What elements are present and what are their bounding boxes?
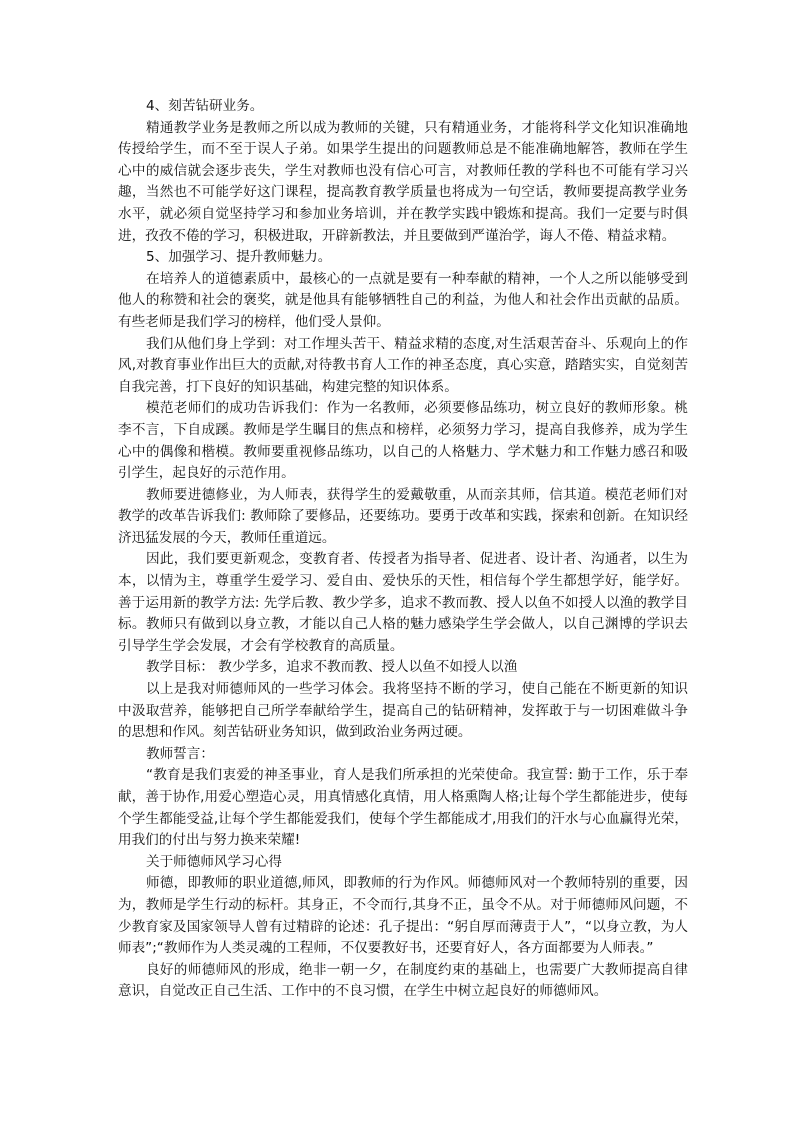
paragraph-learned-from: 我们从他们身上学到：对工作埋头苦干、精益求精的态度,对生活艰苦奋斗、乐观向上的作风,对教育事业作出巨大的贡献,对待教书育人工作的神圣态度，真心实意，踏踏实实，自觉刻苦自我完善，打下良好的知识基础，构建完整的知识体系。 (118, 335, 688, 395)
section-heading-4: 4、刻苦钻研业务。 (146, 98, 264, 114)
paragraph-conclusion: 良好的师德师风的形成，绝非一朝一夕，在制度约束的基础上，也需要广大教师提高自律意识，自觉改正自己生活、工作中的不良习惯，在学生中树立起良好的师德师风。 (118, 961, 688, 1000)
paragraph-model-teachers: 模范老师们的成功告诉我们：作为一名教师，必须要修品练功，树立良好的教师形象。桃李不言，下自成蹊。教师是学生瞩目的焦点和榜样，必须努力学习，提高自我修养，成为学生心中的偶像和楷模。教师要重视修品练功，以自己的人格魅力、学术魅力和工作魅力感召和吸引学生，起良好的示范作用。 (118, 400, 688, 482)
oath-heading: 教师誓言： (146, 745, 214, 762)
paragraph-ethics-definition: 师德，即教师的职业道德,师风，即教师的行为作风。师德师风对一个教师特别的重要，因为，教师是学生行动的标杆。其身正，不令而行,其身不正，虽令不从。对于师德师风问题，不少教育家及国家领导人曾有过精辟的论述：孔子提出：“躬自厚而薄责于人”，“以身立教，为人师表”;“教师作为人类灵魂的工程师，不仅要教好书，还要育好人，各方面都要为人师表。” (118, 875, 688, 957)
document-page (118, 96, 688, 1003)
section-heading-5: 5、加强学习、提升教师魅力。 (146, 249, 332, 266)
paragraph-business-skill: 精通教学业务是教师之所以成为教师的关键，只有精通业务，才能将科学文化知识准确地传授给学生，而不至于误人子弟。如果学生提出的问题教师总是不能准确地解答，教师在学生心中的威信就会逐步丧失，学生对教师也没有信心可言，对教师任教的学科也不可能有学习兴趣，当然也不可能学好这门课程，提高教育教学质量也将成为一句空话，教师要提高教学业务水平，就必须自觉坚持学习和参加业务培训，并在教学实践中锻炼和提高。我们一定要与时俱进，孜孜不倦的学习，积极进取，开辟新教法，并且要做到严谨治学，诲人不倦、精益求精。 (118, 119, 688, 244)
paragraph-summary: 以上是我对师德师风的一些学习体会。我将坚持不断的学习，使自己能在不断更新的知识中汲取营养，能够把自己所学奉献给学生，提高自己的钻研精神，发挥敢于与一切困难做斗争的思想和作风。刻苦钻研业务知识，做到政治业务两过硬。 (118, 681, 688, 741)
paragraph-dedication: 在培养人的道德素质中，最核心的一点就是要有一种奉献的精神，一个人之所以能够受到他人的称赞和社会的褒奖，就是他具有能够牺牲自己的利益，为他人和社会作出贡献的品质。有些老师是我们学习的榜样，他们受人景仰。 (118, 270, 688, 330)
paragraph-update-concepts: 因此，我们要更新观念，变教育者、传授者为指导者、促进者、设计者、沟通者，以生为本，以情为主，尊重学生爱学习、爱自由、爱快乐的天性，相信每个学生都想学好，能学好。善于运用新的教学方法: 先学后教、教少学多，追求不教而教、授人以鱼不如授人以渔的教学目标。教师只有做到以身立教，才能以自己人格的魅力感染学生学会做人，以自己渊博的学识去引导学生学会发展，才会有学校教育的高质量。 (118, 551, 688, 654)
section-heading-reflection: 关于师德师风学习心得 (146, 853, 282, 870)
paragraph-virtue-cultivation: 教师要进德修业，为人师表，获得学生的爱戴敬重，从而亲其师，信其道。模范老师们对教学的改革告诉我们: 教师除了要修品，还要练功。要勇于改革和实践，探索和创新。在知识经济迅猛发展的今天，教师任重道远。 (118, 486, 688, 546)
oath-text: “教育是我们衷爱的神圣事业，育人是我们所承担的光荣使命。我宣誓: 勤于工作，乐于奉献，善于协作,用爱心塑造心灵，用真情感化真情，用人格熏陶人格;让每个学生都能进步，使每个学生都能受益,让每个学生都能爱我们，使每个学生都能成才,用我们的汗水与心血赢得光荣，用我们的付出与努力换来荣耀! (118, 767, 688, 849)
paragraph-teaching-goal: 教学目标： 教少学多，追求不教而教、授人以鱼不如授人以渔 (146, 659, 518, 676)
